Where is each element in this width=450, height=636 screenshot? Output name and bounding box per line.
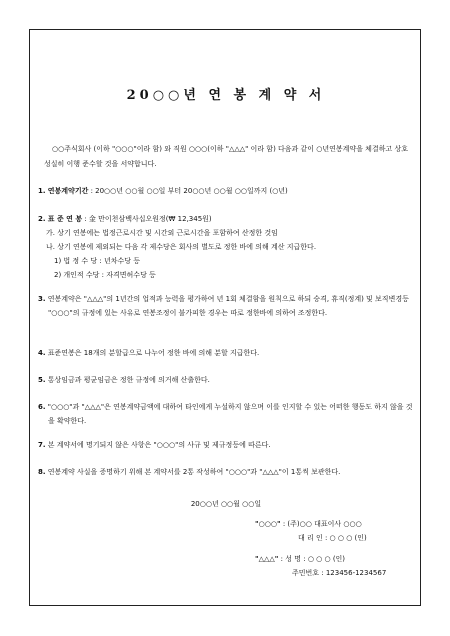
section-8-text: 연봉계약 사실을 증명하기 위해 본 계약서를 2통 작성하여 "○○○"과 "△△△"이 1통씩 보관한다. bbox=[45, 468, 341, 476]
section-7-text: 본 계약서에 명기되지 않은 사항은 "○○○"의 사규 및 제규정등에 따른다. bbox=[45, 441, 271, 449]
section-1-heading: 연봉계약기간 bbox=[47, 187, 89, 195]
section-2-subsub-1: 1) 법 정 수 당 : 년차수당 등 bbox=[54, 257, 140, 265]
section-5-text: 통상임금과 평균임금은 정한 규정에 의거해 산출한다. bbox=[45, 376, 210, 384]
employee-party-label: "△△△" bbox=[255, 555, 279, 563]
document-title: 20○○년 연 봉 계 약 서 bbox=[126, 88, 326, 103]
section-1: 1. 연봉계약기간 : 20○○년 ○○월 ○○일 부터 20○○년 ○○월 ○○일까지 (○년) bbox=[38, 187, 288, 195]
employee-signature-line bbox=[255, 552, 345, 566]
section-2-heading: 표 준 연 봉 bbox=[47, 215, 83, 223]
section-5: 5. 통상임금과 평균임금은 정한 규정에 의거해 산출한다. bbox=[38, 376, 210, 384]
section-3: 3. 연봉계약은 "△△△"의 1년간의 업적과 능력을 평가하여 년 1회 체결함을 원칙으로 하되 승격, 휴직(정계) 및 보직변경등 "○○○"의 규정에 있는 사유로 연봉조정이 불가피한 경우는 따로 정한바에 의하여 조정한다. bbox=[38, 295, 409, 317]
section-2-sub-a: 가. 상기 연봉에는 법정근로시간 및 시간외 근로시간을 포함하여 산정한 것임 bbox=[46, 229, 278, 237]
company-agent-line: 대 리 인 : ○ ○ ○ (인) bbox=[298, 534, 367, 542]
company-signature-line bbox=[255, 517, 362, 531]
section-8: 8. 연봉계약 사실을 증명하기 위해 본 계약서를 2통 작성하여 "○○○"과 "△△△"이 1통씩 보관한다. bbox=[38, 468, 341, 476]
section-4: 4. 표준연봉은 18개의 분할급으로 나누어 정한 바에 의해 분할 지급한다. bbox=[38, 349, 260, 357]
employee-id-line: 주민번호 : 123456-1234567 bbox=[292, 569, 387, 577]
section-2-sub-b: 나. 상기 연봉에 제외되는 다음 각 제수당은 회사의 별도로 정한 바에 의해 계산 지급한다. bbox=[46, 243, 317, 251]
section-7: 7. 본 계약서에 명기되지 않은 사항은 "○○○"의 사규 및 제규정등에 따른다. bbox=[38, 441, 271, 449]
section-2-subsub-2: 2) 개인적 수당 : 자격면허수당 등 bbox=[54, 271, 156, 279]
contract-date: 20○○년 ○○월 ○○일 bbox=[190, 500, 262, 508]
employee-name: : 성 명 : ○ ○ ○ (인) bbox=[278, 555, 346, 563]
section-3-text: 연봉계약은 "△△△"의 1년간의 업적과 능력을 평가하여 년 1회 체결함을 원칙으로 하되 승격, 휴직(정계) 및 보직변경등 "○○○"의 규정에 있는 사유로 연봉조정이 불가피한 경우는 따로 정한바에 의하여 조정한다. bbox=[45, 295, 409, 317]
section-4-text: 표준연봉은 18개의 분할급으로 나누어 정한 바에 의해 분할 지급한다. bbox=[45, 349, 260, 357]
document-frame bbox=[29, 29, 421, 606]
company-party-label: "○○○" bbox=[255, 520, 281, 528]
section-2: 2. 표 준 연 봉 : 金 만이천삼백사십오원정(₩ 12,345원) 가. 상기 연봉에는 법정근로시간 및 시간외 근로시간을 포함하여 산정한 것임 나. 상기 연봉에 제외되는 다음 각 제수당은 회사의 별도로 정한 바에 의해 계산 지급한다. 1) 법 정 수 당 : 년차수당 등 2) 개인적 수당 : 자격면허수당 등 bbox=[38, 212, 414, 282]
intro-paragraph: ○○주식회사 (이하 "○○○"이라 함) 와 직원 ○○○(이하 "△△△" 이라 함) 다음과 같이 ○년연봉계약을 체결하고 상호 성실히 이행 준수할 것을 서약합니다. bbox=[44, 145, 408, 168]
section-1-text: : 20○○년 ○○월 ○○일 부터 20○○년 ○○월 ○○일까지 (○년) bbox=[88, 187, 288, 195]
section-6-text: "○○○"과 "△△△"은 연봉계약금액에 대하여 타인에게 누설하지 않으며 이를 인지할 수 있는 어떠한 행동도 하지 않을 것을 확약한다. bbox=[45, 403, 413, 425]
section-2-text: : 金 만이천삼백사십오원정(₩ 12,345원) bbox=[82, 215, 212, 223]
company-name: : (주)○○ 대표이사 ○○○ bbox=[280, 520, 362, 528]
section-6: 6. "○○○"과 "△△△"은 연봉계약금액에 대하여 타인에게 누설하지 않으며 이를 인지할 수 있는 어떠한 행동도 하지 않을 것을 확약한다. bbox=[38, 403, 413, 425]
